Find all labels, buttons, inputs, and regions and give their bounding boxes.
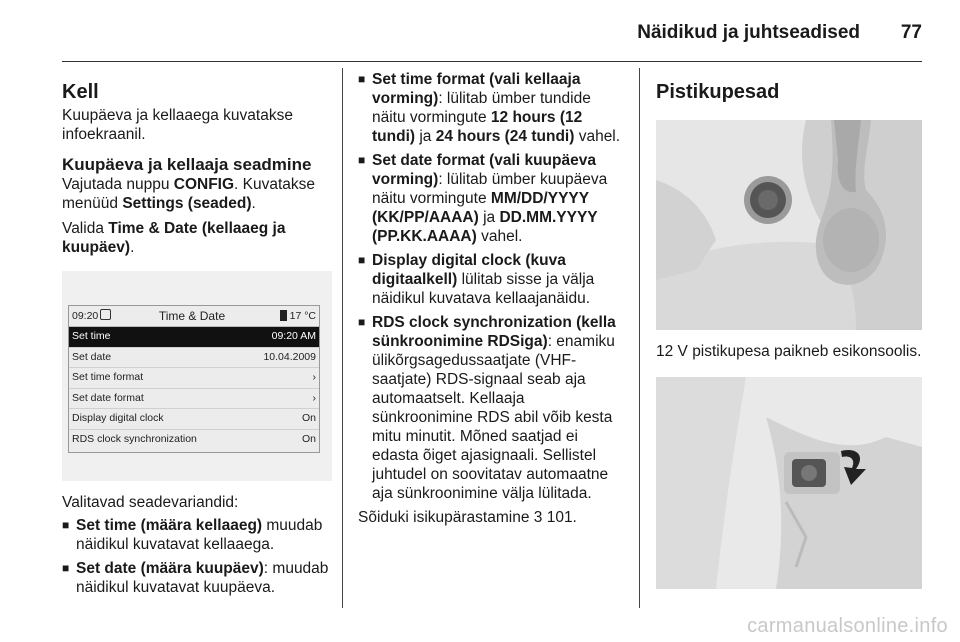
- section-heading-clock: Kell: [62, 81, 99, 103]
- display-temperature: 17 °C: [272, 307, 316, 326]
- column-divider-2: [639, 68, 640, 608]
- list-item: ■ RDS clock synchronization (kella sünkroonimine RDSiga): enamiku ülikõrgsagedussaatjate (VHF-saatjate) RDS-signaal seab aja automaatselt. Kellaaja sünkroonimine RDS abil võib kesta mitu minutit. Mõned saatjad ei edasta õiget ajasignaali. Sellistel juhtudel on soovitatav automaatne aja sünkroonimine välja lülitada.: [358, 313, 626, 503]
- header-rule: [62, 61, 922, 62]
- intro-paragraph: Kuupäeva ja kellaaega kuvatakse infoekraanil.: [62, 107, 293, 143]
- column-3: [656, 80, 922, 589]
- display-time: 09:20: [72, 307, 112, 326]
- list-item: ■ Display digital clock (kuva digitaalkell) lülitab sisse ja välja näidikul kuvatava kellaajanäidu.: [358, 251, 626, 308]
- subheading-set-date-time: Kuupäeva ja kellaaja seadmine: [62, 155, 312, 174]
- display-screen-figure: [62, 271, 332, 481]
- page-number: 77: [900, 22, 922, 43]
- paragraph-config: Vajutada nuppu CONFIG. Kuvatakse menüüd Settings (seaded).: [62, 176, 316, 212]
- column-divider-1: [342, 68, 343, 608]
- menu-item-display-digital-clock[interactable]: Display digital clock On: [69, 409, 319, 430]
- chevron-right-icon: ›: [312, 371, 316, 384]
- display-status-bar: [69, 306, 319, 327]
- menu-item-set-time[interactable]: Set time 09:20 AM: [69, 327, 319, 348]
- menu-item-set-date-format[interactable]: Set date format ›: [69, 389, 319, 410]
- cross-reference[interactable]: Sõiduki isikupärastamine 3 101.: [358, 509, 577, 526]
- column-1: [62, 80, 332, 602]
- options-list: [358, 70, 626, 503]
- menu-item-rds-clock-sync[interactable]: RDS clock synchronization On: [72, 432, 316, 445]
- watermark: carmanualsonline.info: [747, 615, 948, 637]
- power-outlet-photo: [656, 120, 922, 330]
- chevron-right-icon: ›: [312, 391, 316, 404]
- list-item: ■ Set time (määra kellaaeg) muudab näidikul kuvatavat kellaaega.: [62, 516, 332, 554]
- menu-item-set-time-format[interactable]: Set time format ›: [69, 368, 319, 389]
- variants-list: [62, 516, 332, 597]
- rear-socket-photo: [656, 377, 922, 589]
- variants-intro: Valitavad seadevariandid:: [62, 494, 239, 511]
- list-item: ■ Set date format (vali kuupäeva vorming): lülitab ümber kuupäeva näitu vormingute MM/DD/YYYY (KK/PP/AAAA) ja DD.MM.YYYY (PP.KK.AAAA) vahel.: [358, 151, 626, 246]
- header-title: Näidikud ja juhtseadised: [637, 22, 860, 43]
- display-title: Time & Date: [158, 308, 226, 323]
- section-heading-sockets: Pistikupesad: [656, 81, 780, 103]
- clock-icon: [100, 309, 111, 320]
- info-display: [68, 305, 320, 453]
- paragraph-select: Valida Time & Date (kellaaeg ja kuupäev).: [62, 220, 286, 256]
- gear-lever-illustration: [656, 120, 922, 330]
- list-item: ■ Set date (määra kuupäev): muudab näidikul kuvatavat kuupäeva.: [62, 559, 332, 597]
- menu-item-set-date[interactable]: Set date 10.04.2009: [69, 348, 319, 369]
- socket-caption: 12 V pistikupesa paikneb esikonsoolis.: [656, 343, 922, 360]
- thermometer-icon: [280, 310, 287, 321]
- list-item: ■ Set time format (vali kellaaja vorming): lülitab ümber tundide näitu vormingute 12 hours (12 tundi) ja 24 hours (24 tundi) vahel.: [358, 70, 626, 146]
- rear-socket-illustration: [656, 377, 922, 589]
- column-2: [358, 70, 626, 533]
- arrow-reference-icon: 3: [533, 509, 543, 526]
